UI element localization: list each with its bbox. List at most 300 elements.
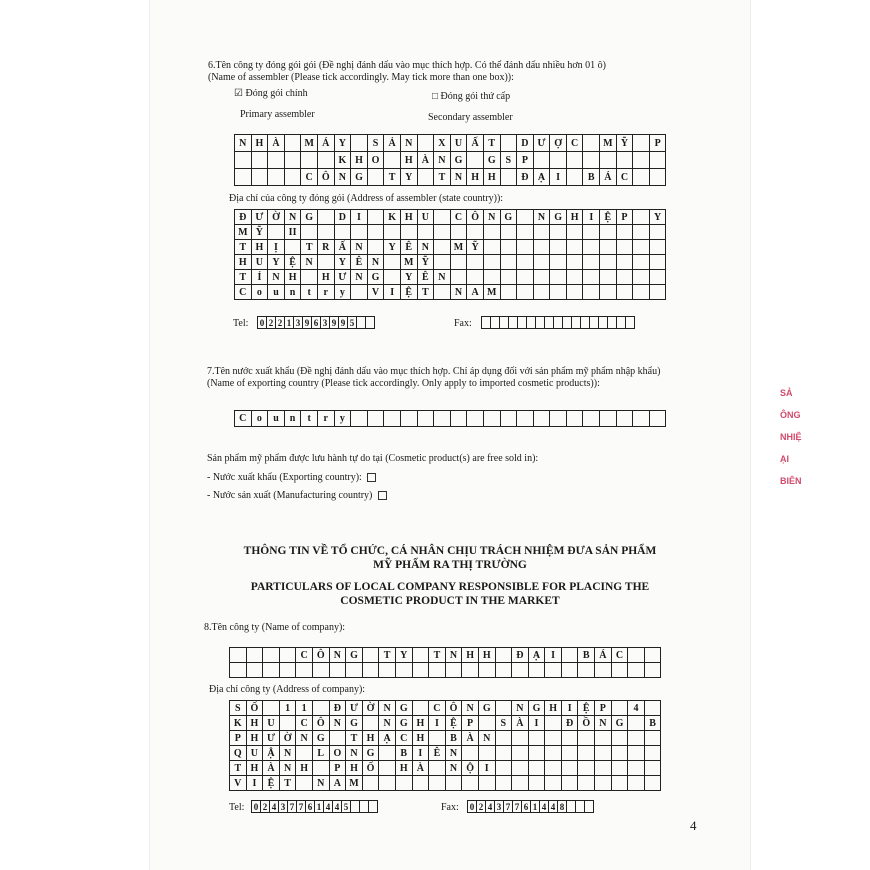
grid-cell[interactable]: N xyxy=(285,210,302,225)
grid-cell[interactable]: Đ xyxy=(562,716,579,731)
grid-cell[interactable]: X xyxy=(434,135,451,152)
grid-cell[interactable]: Ê xyxy=(401,240,418,255)
grid-cell[interactable] xyxy=(484,255,501,270)
grid-cell[interactable] xyxy=(379,776,396,791)
grid-cell[interactable]: N xyxy=(434,270,451,285)
grid-cell[interactable]: P xyxy=(330,761,347,776)
grid-cell[interactable]: Ộ xyxy=(462,761,479,776)
grid-cell[interactable]: N xyxy=(346,746,363,761)
grid-cell[interactable]: H xyxy=(413,731,430,746)
grid-cell[interactable]: Ạ xyxy=(529,648,546,663)
grid-cell[interactable] xyxy=(313,663,330,678)
company-tel-field[interactable] xyxy=(252,800,378,813)
grid-cell[interactable]: N xyxy=(512,701,529,716)
grid-cell[interactable] xyxy=(451,225,468,240)
grid-cell[interactable]: H xyxy=(247,716,264,731)
digit-box[interactable]: 3 xyxy=(494,800,504,813)
grid-cell[interactable] xyxy=(235,152,252,169)
grid-cell[interactable] xyxy=(429,761,446,776)
grid-cell[interactable] xyxy=(496,731,513,746)
grid-cell[interactable]: N xyxy=(296,731,313,746)
grid-cell[interactable]: N xyxy=(379,701,396,716)
grid-cell[interactable]: N xyxy=(446,648,463,663)
grid-cell[interactable]: Ấ xyxy=(467,135,484,152)
grid-cell[interactable]: N xyxy=(534,210,551,225)
grid-cell[interactable] xyxy=(318,152,335,169)
grid-cell[interactable]: K xyxy=(335,152,352,169)
grid-cell[interactable]: K xyxy=(230,716,247,731)
grid-cell[interactable]: Ô xyxy=(467,210,484,225)
grid-cell[interactable]: 4 xyxy=(628,701,645,716)
grid-cell[interactable]: C xyxy=(235,285,252,300)
grid-cell[interactable]: Ệ xyxy=(285,255,302,270)
grid-cell[interactable]: G xyxy=(612,716,629,731)
grid-cell[interactable]: C xyxy=(301,169,318,186)
grid-cell[interactable] xyxy=(650,240,667,255)
grid-cell[interactable]: Ư xyxy=(263,731,280,746)
grid-cell[interactable] xyxy=(645,731,662,746)
grid-cell[interactable]: Á xyxy=(595,648,612,663)
grid-cell[interactable]: M xyxy=(401,255,418,270)
grid-cell[interactable] xyxy=(418,135,435,152)
grid-cell[interactable]: t xyxy=(301,285,318,300)
grid-cell[interactable] xyxy=(534,152,551,169)
grid-cell[interactable]: I xyxy=(413,746,430,761)
grid-cell[interactable]: P xyxy=(650,135,667,152)
grid-cell[interactable]: U xyxy=(418,210,435,225)
grid-cell[interactable]: G xyxy=(451,152,468,169)
grid-cell[interactable] xyxy=(529,761,546,776)
grid-cell[interactable] xyxy=(501,411,518,427)
grid-cell[interactable] xyxy=(351,411,368,427)
grid-cell[interactable] xyxy=(418,411,435,427)
grid-cell[interactable]: A xyxy=(330,776,347,791)
grid-cell[interactable] xyxy=(462,746,479,761)
grid-cell[interactable] xyxy=(562,761,579,776)
grid-cell[interactable]: H xyxy=(252,135,269,152)
grid-cell[interactable] xyxy=(517,210,534,225)
grid-cell[interactable] xyxy=(413,776,430,791)
grid-cell[interactable] xyxy=(633,210,650,225)
grid-cell[interactable] xyxy=(363,663,380,678)
grid-cell[interactable] xyxy=(562,731,579,746)
grid-cell[interactable]: I xyxy=(384,285,401,300)
grid-cell[interactable]: G xyxy=(479,701,496,716)
grid-cell[interactable]: L xyxy=(313,746,330,761)
digit-box[interactable]: 9 xyxy=(338,316,348,329)
grid-cell[interactable]: Ệ xyxy=(578,701,595,716)
grid-cell[interactable]: Ạ xyxy=(379,731,396,746)
grid-cell[interactable] xyxy=(578,663,595,678)
grid-cell[interactable]: Ỹ xyxy=(252,225,269,240)
grid-cell[interactable]: H xyxy=(567,210,584,225)
digit-box[interactable]: 3 xyxy=(293,316,303,329)
grid-cell[interactable] xyxy=(545,716,562,731)
grid-cell[interactable]: G xyxy=(396,716,413,731)
grid-cell[interactable] xyxy=(263,648,280,663)
exporting-country-grid[interactable] xyxy=(234,410,666,427)
grid-cell[interactable] xyxy=(534,240,551,255)
grid-cell[interactable] xyxy=(429,663,446,678)
grid-cell[interactable]: M xyxy=(484,285,501,300)
grid-cell[interactable]: O xyxy=(330,746,347,761)
grid-cell[interactable]: S xyxy=(368,135,385,152)
grid-cell[interactable]: À xyxy=(462,731,479,746)
grid-cell[interactable] xyxy=(567,411,584,427)
grid-cell[interactable]: Y xyxy=(650,210,667,225)
grid-cell[interactable]: À xyxy=(268,135,285,152)
grid-cell[interactable]: C xyxy=(617,169,634,186)
grid-cell[interactable] xyxy=(318,210,335,225)
grid-cell[interactable] xyxy=(363,648,380,663)
grid-cell[interactable] xyxy=(501,285,518,300)
grid-cell[interactable] xyxy=(512,776,529,791)
grid-cell[interactable] xyxy=(351,225,368,240)
digit-box[interactable]: 9 xyxy=(302,316,312,329)
grid-cell[interactable]: I xyxy=(562,701,579,716)
grid-cell[interactable] xyxy=(633,270,650,285)
grid-cell[interactable]: Ê xyxy=(351,255,368,270)
grid-cell[interactable]: N xyxy=(335,169,352,186)
grid-cell[interactable] xyxy=(330,663,347,678)
grid-cell[interactable]: y xyxy=(335,285,352,300)
grid-cell[interactable] xyxy=(633,411,650,427)
grid-cell[interactable]: I xyxy=(479,761,496,776)
grid-cell[interactable] xyxy=(379,663,396,678)
grid-cell[interactable] xyxy=(363,716,380,731)
grid-cell[interactable]: S xyxy=(230,701,247,716)
grid-cell[interactable] xyxy=(567,152,584,169)
grid-cell[interactable] xyxy=(578,761,595,776)
digit-box[interactable]: 4 xyxy=(539,800,549,813)
grid-cell[interactable] xyxy=(595,731,612,746)
grid-cell[interactable] xyxy=(612,776,629,791)
grid-cell[interactable]: N xyxy=(235,135,252,152)
grid-cell[interactable] xyxy=(562,746,579,761)
grid-cell[interactable] xyxy=(583,240,600,255)
grid-cell[interactable] xyxy=(512,663,529,678)
grid-cell[interactable]: I xyxy=(351,210,368,225)
grid-cell[interactable] xyxy=(567,240,584,255)
grid-cell[interactable]: n xyxy=(285,411,302,427)
grid-cell[interactable] xyxy=(517,285,534,300)
grid-cell[interactable]: P xyxy=(517,152,534,169)
digit-box[interactable]: 2 xyxy=(266,316,276,329)
exporting-country-option[interactable] xyxy=(207,472,379,484)
digit-box[interactable]: 4 xyxy=(548,800,558,813)
grid-cell[interactable] xyxy=(583,225,600,240)
grid-cell[interactable]: N xyxy=(280,746,297,761)
grid-cell[interactable]: Ệ xyxy=(401,285,418,300)
grid-cell[interactable]: N xyxy=(301,255,318,270)
grid-cell[interactable]: T xyxy=(230,761,247,776)
digit-box[interactable]: 0 xyxy=(251,800,261,813)
grid-cell[interactable] xyxy=(401,411,418,427)
grid-cell[interactable] xyxy=(600,411,617,427)
grid-cell[interactable] xyxy=(484,240,501,255)
grid-cell[interactable]: À xyxy=(413,761,430,776)
grid-cell[interactable] xyxy=(413,648,430,663)
grid-cell[interactable] xyxy=(550,255,567,270)
grid-cell[interactable] xyxy=(517,411,534,427)
grid-cell[interactable]: U xyxy=(247,746,264,761)
grid-cell[interactable]: R xyxy=(318,240,335,255)
grid-cell[interactable]: H xyxy=(285,270,302,285)
grid-cell[interactable] xyxy=(545,731,562,746)
grid-cell[interactable] xyxy=(384,411,401,427)
grid-cell[interactable] xyxy=(446,663,463,678)
grid-cell[interactable] xyxy=(578,746,595,761)
grid-cell[interactable] xyxy=(645,761,662,776)
grid-cell[interactable]: G xyxy=(529,701,546,716)
grid-cell[interactable] xyxy=(368,210,385,225)
grid-cell[interactable]: Ồ xyxy=(578,716,595,731)
grid-cell[interactable] xyxy=(512,731,529,746)
grid-cell[interactable] xyxy=(628,731,645,746)
secondary-checkbox[interactable]: □ xyxy=(432,91,439,102)
grid-cell[interactable]: G xyxy=(351,169,368,186)
assembler-fax-field[interactable] xyxy=(482,316,635,329)
grid-cell[interactable] xyxy=(529,731,546,746)
secondary-assembler-option[interactable] xyxy=(432,91,510,103)
grid-cell[interactable] xyxy=(600,225,617,240)
grid-cell[interactable]: D xyxy=(335,210,352,225)
grid-cell[interactable]: H xyxy=(351,152,368,169)
grid-cell[interactable]: H xyxy=(235,255,252,270)
grid-cell[interactable] xyxy=(252,152,269,169)
grid-cell[interactable] xyxy=(379,746,396,761)
grid-cell[interactable] xyxy=(434,210,451,225)
grid-cell[interactable] xyxy=(600,285,617,300)
company-address-grid[interactable] xyxy=(229,700,661,791)
grid-cell[interactable]: Ờ xyxy=(280,731,297,746)
grid-cell[interactable]: M xyxy=(600,135,617,152)
grid-cell[interactable] xyxy=(545,761,562,776)
grid-cell[interactable] xyxy=(550,225,567,240)
grid-cell[interactable]: Ợ xyxy=(550,135,567,152)
grid-cell[interactable]: Ư xyxy=(335,270,352,285)
grid-cell[interactable]: Ậ xyxy=(263,746,280,761)
grid-cell[interactable] xyxy=(368,240,385,255)
grid-cell[interactable]: N xyxy=(479,731,496,746)
grid-cell[interactable] xyxy=(617,152,634,169)
grid-cell[interactable] xyxy=(351,285,368,300)
digit-box[interactable]: 0 xyxy=(257,316,267,329)
grid-cell[interactable] xyxy=(650,255,667,270)
grid-cell[interactable]: S xyxy=(501,152,518,169)
grid-cell[interactable] xyxy=(617,270,634,285)
grid-cell[interactable] xyxy=(628,648,645,663)
grid-cell[interactable]: N xyxy=(351,240,368,255)
grid-cell[interactable]: H xyxy=(346,761,363,776)
digit-box[interactable]: 5 xyxy=(341,800,351,813)
grid-cell[interactable] xyxy=(434,411,451,427)
grid-cell[interactable] xyxy=(612,663,629,678)
company-name-grid[interactable] xyxy=(229,647,661,678)
grid-cell[interactable]: o xyxy=(252,411,269,427)
digit-box[interactable]: 4 xyxy=(332,800,342,813)
grid-cell[interactable] xyxy=(512,746,529,761)
digit-box[interactable]: 7 xyxy=(512,800,522,813)
grid-cell[interactable]: N xyxy=(401,135,418,152)
grid-cell[interactable] xyxy=(567,225,584,240)
grid-cell[interactable]: Ỹ xyxy=(617,135,634,152)
grid-cell[interactable] xyxy=(645,776,662,791)
grid-cell[interactable]: I xyxy=(529,716,546,731)
grid-cell[interactable]: G xyxy=(363,746,380,761)
grid-cell[interactable] xyxy=(567,270,584,285)
grid-cell[interactable]: H xyxy=(467,169,484,186)
grid-cell[interactable]: H xyxy=(462,648,479,663)
grid-cell[interactable]: N xyxy=(484,210,501,225)
grid-cell[interactable] xyxy=(567,285,584,300)
grid-cell[interactable]: M xyxy=(346,776,363,791)
grid-cell[interactable]: Ỉ xyxy=(252,270,269,285)
grid-cell[interactable]: u xyxy=(268,411,285,427)
grid-cell[interactable]: T xyxy=(379,648,396,663)
grid-cell[interactable]: Ố xyxy=(247,701,264,716)
grid-cell[interactable]: Y xyxy=(384,240,401,255)
grid-cell[interactable]: À xyxy=(418,152,435,169)
grid-cell[interactable]: N xyxy=(451,169,468,186)
grid-cell[interactable] xyxy=(612,746,629,761)
grid-cell[interactable]: T xyxy=(434,169,451,186)
digit-box[interactable]: 0 xyxy=(467,800,477,813)
grid-cell[interactable] xyxy=(578,776,595,791)
grid-cell[interactable]: G xyxy=(484,152,501,169)
grid-cell[interactable]: Y xyxy=(401,270,418,285)
grid-cell[interactable]: Ố xyxy=(363,761,380,776)
grid-cell[interactable] xyxy=(247,648,264,663)
grid-cell[interactable]: Á xyxy=(600,169,617,186)
grid-cell[interactable]: H xyxy=(413,716,430,731)
grid-cell[interactable] xyxy=(285,240,302,255)
grid-cell[interactable]: P xyxy=(462,716,479,731)
digit-box[interactable]: 1 xyxy=(530,800,540,813)
grid-cell[interactable]: Đ xyxy=(517,169,534,186)
grid-cell[interactable] xyxy=(368,169,385,186)
grid-cell[interactable] xyxy=(230,663,247,678)
grid-cell[interactable]: Ệ xyxy=(446,716,463,731)
digit-box[interactable]: 7 xyxy=(296,800,306,813)
grid-cell[interactable] xyxy=(413,663,430,678)
grid-cell[interactable]: 1 xyxy=(280,701,297,716)
grid-cell[interactable]: G xyxy=(368,270,385,285)
grid-cell[interactable]: Ư xyxy=(252,210,269,225)
grid-cell[interactable] xyxy=(567,169,584,186)
grid-cell[interactable] xyxy=(550,152,567,169)
grid-cell[interactable]: H xyxy=(396,761,413,776)
grid-cell[interactable] xyxy=(484,411,501,427)
grid-cell[interactable]: Ệ xyxy=(263,776,280,791)
grid-cell[interactable]: I xyxy=(429,716,446,731)
grid-cell[interactable] xyxy=(650,411,667,427)
grid-cell[interactable]: T xyxy=(418,285,435,300)
grid-cell[interactable] xyxy=(628,776,645,791)
grid-cell[interactable]: Y xyxy=(335,135,352,152)
digit-box[interactable]: 6 xyxy=(305,800,315,813)
digit-box[interactable] xyxy=(365,316,375,329)
grid-cell[interactable]: Y xyxy=(401,169,418,186)
grid-cell[interactable]: N xyxy=(446,746,463,761)
digit-box[interactable] xyxy=(625,316,635,329)
grid-cell[interactable] xyxy=(496,746,513,761)
grid-cell[interactable] xyxy=(633,225,650,240)
grid-cell[interactable]: N xyxy=(462,701,479,716)
digit-box[interactable]: 1 xyxy=(284,316,294,329)
grid-cell[interactable]: Ệ xyxy=(600,210,617,225)
digit-box[interactable] xyxy=(368,800,378,813)
grid-cell[interactable]: H xyxy=(318,270,335,285)
grid-cell[interactable]: Ô xyxy=(313,648,330,663)
grid-cell[interactable] xyxy=(550,411,567,427)
grid-cell[interactable] xyxy=(296,746,313,761)
grid-cell[interactable] xyxy=(650,225,667,240)
grid-cell[interactable]: G xyxy=(346,716,363,731)
grid-cell[interactable] xyxy=(617,411,634,427)
grid-cell[interactable]: T xyxy=(235,240,252,255)
digit-box[interactable]: 2 xyxy=(275,316,285,329)
grid-cell[interactable] xyxy=(301,225,318,240)
grid-cell[interactable] xyxy=(429,731,446,746)
grid-cell[interactable] xyxy=(534,225,551,240)
grid-cell[interactable]: U xyxy=(451,135,468,152)
grid-cell[interactable]: C xyxy=(296,716,313,731)
grid-cell[interactable] xyxy=(484,270,501,285)
grid-cell[interactable] xyxy=(529,746,546,761)
digit-box[interactable]: 4 xyxy=(485,800,495,813)
grid-cell[interactable] xyxy=(583,270,600,285)
grid-cell[interactable]: À xyxy=(263,761,280,776)
grid-cell[interactable]: N xyxy=(330,716,347,731)
grid-cell[interactable] xyxy=(517,240,534,255)
grid-cell[interactable] xyxy=(650,169,667,186)
grid-cell[interactable] xyxy=(318,225,335,240)
grid-cell[interactable]: Đ xyxy=(235,210,252,225)
grid-cell[interactable]: G xyxy=(396,701,413,716)
grid-cell[interactable] xyxy=(318,255,335,270)
grid-cell[interactable]: H xyxy=(479,648,496,663)
grid-cell[interactable] xyxy=(280,716,297,731)
grid-cell[interactable] xyxy=(550,285,567,300)
grid-cell[interactable] xyxy=(595,761,612,776)
grid-cell[interactable]: H xyxy=(363,731,380,746)
grid-cell[interactable]: C xyxy=(567,135,584,152)
grid-cell[interactable]: Ờ xyxy=(268,210,285,225)
grid-cell[interactable] xyxy=(496,776,513,791)
grid-cell[interactable] xyxy=(247,663,264,678)
grid-cell[interactable] xyxy=(633,240,650,255)
grid-cell[interactable] xyxy=(384,225,401,240)
grid-cell[interactable] xyxy=(645,648,662,663)
grid-cell[interactable] xyxy=(462,663,479,678)
grid-cell[interactable] xyxy=(434,240,451,255)
grid-cell[interactable]: V xyxy=(368,285,385,300)
grid-cell[interactable]: M xyxy=(235,225,252,240)
grid-cell[interactable] xyxy=(280,648,297,663)
grid-cell[interactable] xyxy=(645,663,662,678)
grid-cell[interactable]: N xyxy=(595,716,612,731)
grid-cell[interactable] xyxy=(434,285,451,300)
grid-cell[interactable] xyxy=(396,776,413,791)
grid-cell[interactable]: P xyxy=(230,731,247,746)
grid-cell[interactable]: Ô xyxy=(313,716,330,731)
digit-box[interactable]: 1 xyxy=(314,800,324,813)
digit-box[interactable]: 7 xyxy=(287,800,297,813)
grid-cell[interactable] xyxy=(384,152,401,169)
grid-cell[interactable] xyxy=(562,648,579,663)
grid-cell[interactable] xyxy=(252,169,269,186)
